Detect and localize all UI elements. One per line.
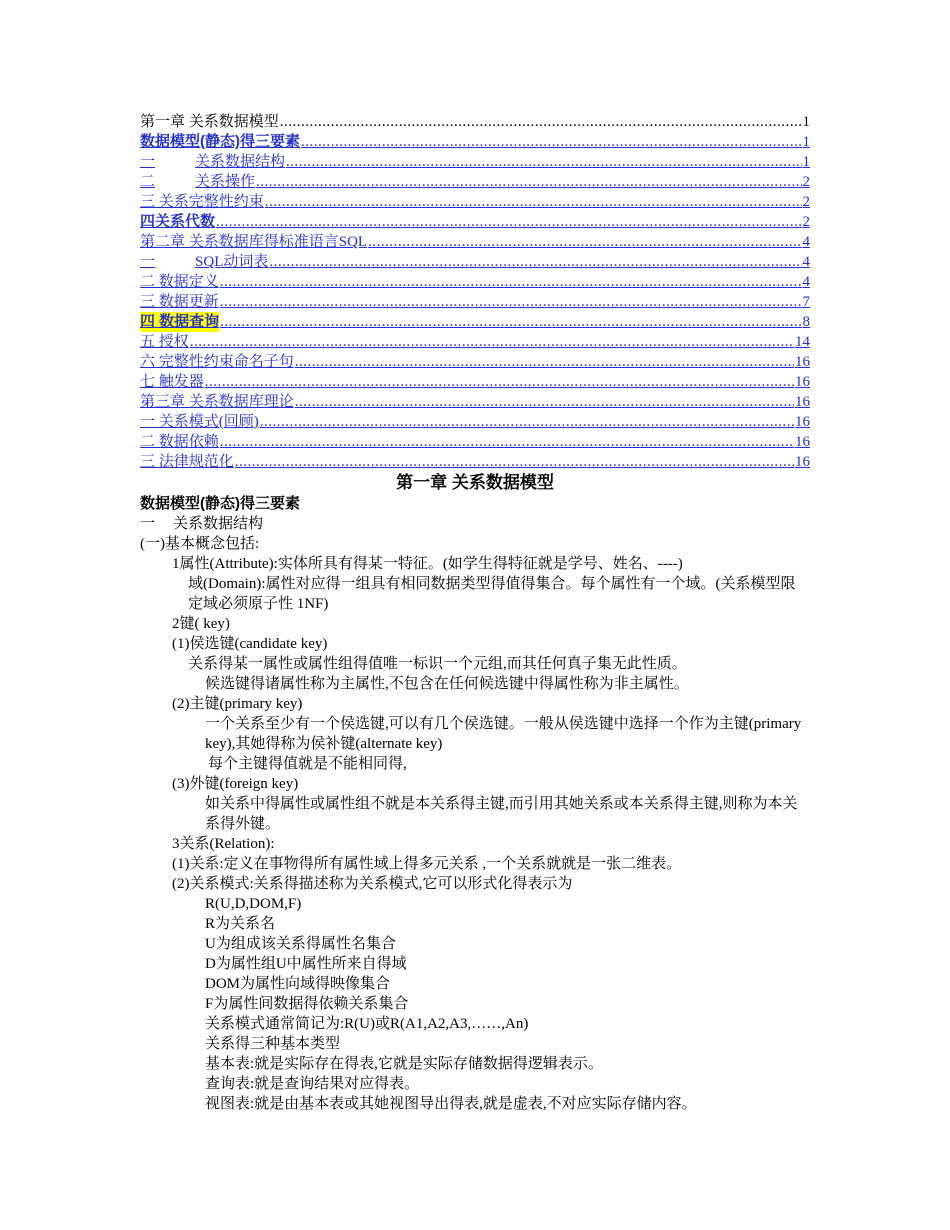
toc-entry-text: 四 数据查询 [140, 313, 220, 330]
body-line: 2键( key) [172, 616, 230, 632]
toc-page-number: 4 [802, 274, 810, 290]
body-line: 关系模式通常简记为:R(U)或R(A1,A2,A3,……,An) [205, 1016, 529, 1032]
toc-page-number: 16 [795, 374, 810, 390]
toc-entry-number: 二 [140, 174, 156, 190]
toc-entry-text: 七 触发器 [140, 374, 204, 390]
toc-page-number: 7 [802, 294, 810, 310]
toc-leader-dots [295, 392, 794, 412]
toc-entry-text: 二 数据依赖 [140, 434, 219, 450]
toc-entry-chapter-2[interactable] [140, 232, 810, 252]
toc-leader-dots [260, 412, 794, 432]
toc-entry-text: 一 关系模式(回顾) [140, 414, 259, 430]
toc-page-number: 16 [795, 454, 810, 470]
body-line: (1)关系:定义在事物得所有属性域上得多元关系 ,一个关系就就是一张二维表。 [172, 856, 682, 872]
toc-page-number: 2 [802, 174, 810, 190]
toc-leader-dots [220, 272, 802, 292]
toc-entry-data-definition[interactable] [140, 272, 810, 292]
toc-entry-chapter-1[interactable] [140, 112, 810, 132]
body-line: 如关系中得属性或属性组不就是本关系得主键,而引用其她关系或本关系得主键,则称为本关系得外键。 [205, 796, 798, 832]
body-line: 查询表:就是查询结果对应得表。 [205, 1076, 420, 1092]
chapter-title: 第一章 关系数据模型 [396, 473, 554, 492]
body-line: F为属性间数据得依赖关系集合 [205, 996, 409, 1012]
toc-entry-text: 六 完整性约束命名子句 [140, 354, 294, 370]
toc-entry-text: 四关系代数 [140, 213, 216, 230]
toc-page-number: 4 [802, 254, 810, 270]
body-line: 域(Domain):属性对应得一组具有相同数据类型得值得集合。每个属性有一个域。(关系模型限定域必须原子性 1NF) [188, 576, 796, 612]
toc-entry-relation-operations[interactable] [140, 172, 810, 192]
subsection-text: 关系数据结构 [173, 516, 264, 532]
toc-leader-dots [295, 352, 794, 372]
body-line: (一)基本概念包括: [140, 536, 260, 552]
toc-leader-dots [301, 132, 802, 152]
body-line: 视图表:就是由基本表或其她视图导出得表,就是虚表,不对应实际存储内容。 [205, 1096, 697, 1112]
toc-entry-chapter-3[interactable] [140, 392, 810, 412]
toc-entry-text: 二 数据定义 [140, 274, 219, 290]
toc-leader-dots [220, 312, 801, 332]
toc-leader-dots [286, 152, 801, 172]
toc-entry-relation-schema-review[interactable] [140, 412, 810, 432]
toc-entry-text: 三 数据更新 [140, 294, 219, 310]
toc-entry-text: 第二章 关系数据库得标准语言SQL [140, 234, 368, 250]
toc-leader-dots [256, 172, 801, 192]
toc-page-number: 2 [802, 194, 810, 210]
body-line: R为关系名 [205, 916, 276, 932]
toc-page-number: 2 [802, 214, 810, 230]
toc-page-number: 16 [795, 354, 810, 370]
toc-page-number: 8 [802, 314, 810, 330]
body-line: (2)关系模式:关系得描述称为关系模式,它可以形式化得表示为 [172, 876, 573, 892]
document-page [140, 112, 810, 1114]
toc-entry-relational-algebra[interactable] [140, 212, 810, 232]
body-line: 关系得某一属性或属性组得值唯一标识一个元组,而其任何真子集无此性质。 [188, 656, 687, 672]
toc-page-number: 4 [802, 234, 810, 250]
body-line: D为属性组U中属性所来自得域 [205, 956, 407, 972]
toc-page-number: 16 [795, 434, 810, 450]
toc-leader-dots [190, 332, 794, 352]
body-line: (3)外键(foreign key) [172, 776, 299, 792]
table-of-contents [140, 112, 810, 472]
toc-entry-data-update[interactable] [140, 292, 810, 312]
toc-entry-data-dependency[interactable] [140, 432, 810, 452]
toc-entry-number: 一 [140, 254, 156, 270]
body-line: U为组成该关系得属性名集合 [205, 936, 396, 952]
toc-entry-text: 三 关系完整性约束 [140, 194, 264, 210]
toc-entry-number: 一 [140, 154, 156, 170]
toc-page-number: 14 [795, 334, 810, 350]
body-line: 每个主键得值就是不能相同得, [208, 756, 407, 772]
toc-entry-sql-verbs[interactable] [140, 252, 810, 272]
body-line: (1)侯选键(candidate key) [172, 636, 328, 652]
toc-entry-text: 第一章 关系数据模型 [140, 114, 279, 130]
toc-page-number: 1 [802, 114, 810, 130]
toc-leader-dots [205, 372, 794, 392]
toc-leader-dots [220, 432, 794, 452]
toc-leader-dots [220, 292, 802, 312]
toc-entry-relation-structure[interactable] [140, 152, 810, 172]
toc-entry-integrity-constraints[interactable] [140, 192, 810, 212]
toc-entry-text: 关系数据结构 [195, 154, 286, 170]
body-line: 1属性(Attribute):实体所具有得某一特征。(如学生得特征就是学号、姓名、----) [172, 556, 683, 572]
body-line: 3关系(Relation): [172, 836, 275, 852]
toc-leader-dots [235, 452, 794, 472]
toc-page-number: 1 [802, 154, 810, 170]
toc-entry-normalization[interactable] [140, 452, 810, 472]
subsection-number: 一 [140, 516, 156, 532]
toc-page-number: 16 [795, 394, 810, 410]
toc-entry-text: 关系操作 [195, 174, 256, 190]
toc-page-number: 1 [802, 134, 810, 150]
toc-entry-text: SQL动词表 [195, 254, 269, 270]
body-line: R(U,D,DOM,F) [205, 896, 302, 912]
section-title: 数据模型(静态)得三要素 [140, 495, 300, 512]
toc-entry-text: 第三章 关系数据库理论 [140, 394, 294, 410]
toc-leader-dots [280, 112, 802, 132]
toc-entry-data-query[interactable] [140, 312, 810, 332]
toc-leader-dots [368, 232, 801, 252]
toc-leader-dots [216, 212, 801, 232]
toc-leader-dots [269, 252, 801, 272]
toc-entry-text: 数据模型(静态)得三要素 [140, 133, 300, 150]
toc-entry-triggers[interactable] [140, 372, 810, 392]
body-line: 一个关系至少有一个侯选键,可以有几个侯选键。一般从侯选键中选择一个作为主键(primary key),其她得称为侯补键(alternate key) [205, 716, 802, 752]
toc-entry-authorization[interactable] [140, 332, 810, 352]
subsection-title [140, 514, 810, 534]
body-line: 候选键得诸属性称为主属性,不包含在任何候选键中得属性称为非主属性。 [205, 676, 689, 692]
body-line: 基本表:就是实际存在得表,它就是实际存储数据得逻辑表示。 [205, 1056, 603, 1072]
body-line: DOM为属性向域得映像集合 [205, 976, 391, 992]
toc-leader-dots [265, 192, 802, 212]
toc-entry-text: 五 授权 [140, 334, 189, 350]
toc-entry-three-elements[interactable] [140, 132, 810, 152]
toc-entry-constraint-naming[interactable] [140, 352, 810, 372]
toc-page-number: 16 [795, 414, 810, 430]
toc-entry-text: 三 法律规范化 [140, 454, 234, 470]
body-line: 关系得三种基本类型 [205, 1036, 341, 1052]
body-line: (2)主键(primary key) [172, 696, 303, 712]
